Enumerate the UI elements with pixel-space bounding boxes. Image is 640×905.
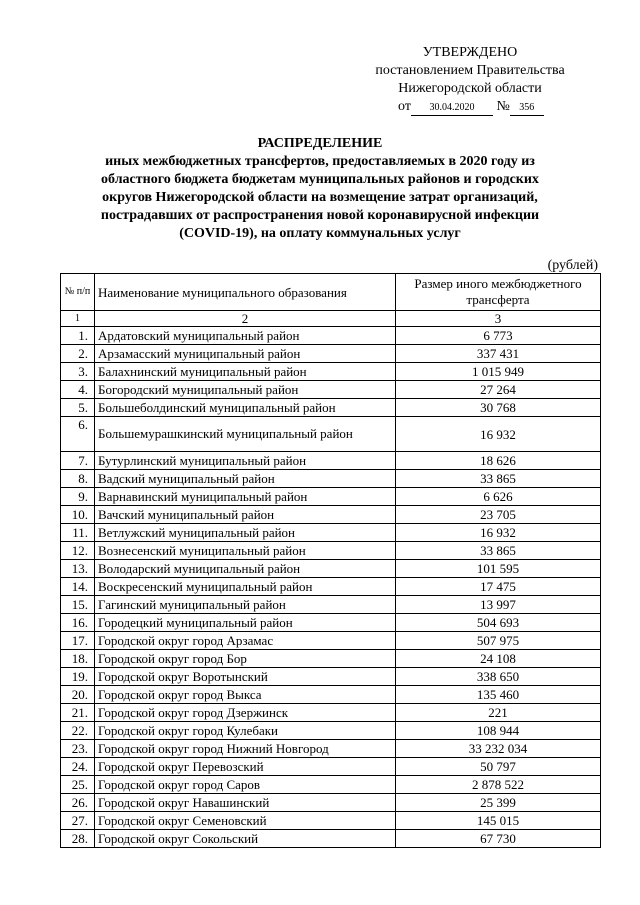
header-number: № п/п <box>61 274 95 311</box>
row-number: 2. <box>61 345 95 363</box>
table-row <box>61 686 601 704</box>
header-amount: Размер иного межбюджетного трансферта <box>396 274 601 311</box>
table-row <box>61 452 601 470</box>
table-row <box>61 758 601 776</box>
row-amount: 145 015 <box>396 812 601 830</box>
row-number: 6. <box>61 417 95 452</box>
row-name: Бутурлинский муниципальный район <box>95 452 396 470</box>
row-name: Гагинский муниципальный район <box>95 596 396 614</box>
row-amount: 33 865 <box>396 542 601 560</box>
row-amount: 50 797 <box>396 758 601 776</box>
row-name: Городской округ город Арзамас <box>95 632 396 650</box>
row-name: Володарский муниципальный район <box>95 560 396 578</box>
table-row <box>61 399 601 417</box>
approval-from-label: от <box>398 99 411 114</box>
row-amount: 25 399 <box>396 794 601 812</box>
row-name: Городской округ город Бор <box>95 650 396 668</box>
table-row <box>61 614 601 632</box>
table-row <box>61 560 601 578</box>
row-amount: 507 975 <box>396 632 601 650</box>
row-name: Городецкий муниципальный район <box>95 614 396 632</box>
row-amount: 18 626 <box>396 452 601 470</box>
row-amount: 337 431 <box>396 345 601 363</box>
row-number: 7. <box>61 452 95 470</box>
row-name: Арзамасский муниципальный район <box>95 345 396 363</box>
row-amount: 101 595 <box>396 560 601 578</box>
table-row <box>61 381 601 399</box>
row-number: 15. <box>61 596 95 614</box>
row-number: 22. <box>61 722 95 740</box>
row-number: 27. <box>61 812 95 830</box>
title-line-5: (COVID-19), на оплату коммунальных услуг <box>179 226 461 241</box>
row-number: 23. <box>61 740 95 758</box>
approval-line-resolution: постановлением Правительства <box>375 63 565 78</box>
table-row <box>61 830 601 848</box>
row-number: 18. <box>61 650 95 668</box>
table-row <box>61 812 601 830</box>
row-name: Городской округ город Нижний Новгород <box>95 740 396 758</box>
row-amount: 13 997 <box>396 596 601 614</box>
title-heading: РАСПРЕДЕЛЕНИЕ <box>257 136 383 151</box>
table-row <box>61 417 601 452</box>
table-row <box>61 776 601 794</box>
table-row <box>61 327 601 345</box>
row-name: Вознесенский муниципальный район <box>95 542 396 560</box>
row-name: Городской округ Воротынский <box>95 668 396 686</box>
row-amount: 6 773 <box>396 327 601 345</box>
row-name: Варнавинский муниципальный район <box>95 488 396 506</box>
row-amount: 24 108 <box>396 650 601 668</box>
row-name: Воскресенский муниципальный район <box>95 578 396 596</box>
row-name: Городской округ город Саров <box>95 776 396 794</box>
row-name: Богородский муниципальный район <box>95 381 396 399</box>
row-number: 28. <box>61 830 95 848</box>
row-number: 12. <box>61 542 95 560</box>
row-number: 11. <box>61 524 95 542</box>
title-line-4: пострадавших от распространения новой коронавирусной инфекции <box>100 208 540 223</box>
table-row <box>61 596 601 614</box>
row-number: 4. <box>61 381 95 399</box>
row-name: Городской округ Семеновский <box>95 812 396 830</box>
row-name: Большеболдинский муниципальный район <box>95 399 396 417</box>
row-number: 13. <box>61 560 95 578</box>
row-amount: 2 878 522 <box>396 776 601 794</box>
approval-number-label: № <box>496 99 510 114</box>
row-name: Вачский муниципальный район <box>95 506 396 524</box>
row-number: 19. <box>61 668 95 686</box>
table-row <box>61 524 601 542</box>
row-amount: 135 460 <box>396 686 601 704</box>
table-row <box>61 363 601 381</box>
row-number: 8. <box>61 470 95 488</box>
row-amount: 67 730 <box>396 830 601 848</box>
row-name: Балахнинский муниципальный район <box>95 363 396 381</box>
row-number: 21. <box>61 704 95 722</box>
row-name: Городской округ Перевозский <box>95 758 396 776</box>
table-row <box>61 345 601 363</box>
row-amount: 17 475 <box>396 578 601 596</box>
table-row <box>61 650 601 668</box>
approval-date: 30.04.2020 <box>411 101 493 116</box>
row-number: 24. <box>61 758 95 776</box>
row-amount: 16 932 <box>396 524 601 542</box>
row-number: 9. <box>61 488 95 506</box>
row-number: 14. <box>61 578 95 596</box>
document-title <box>40 135 600 243</box>
row-name: Вадский муниципальный район <box>95 470 396 488</box>
row-amount: 6 626 <box>396 488 601 506</box>
table-row <box>61 488 601 506</box>
row-amount: 338 650 <box>396 668 601 686</box>
approval-heading: УТВЕРЖДЕНО <box>422 45 518 60</box>
row-number: 26. <box>61 794 95 812</box>
approval-number: 356 <box>510 101 544 116</box>
row-number: 17. <box>61 632 95 650</box>
title-line-1: иных межбюджетных трансфертов, предоставляемых в 2020 году из <box>105 154 535 169</box>
row-amount: 33 865 <box>396 470 601 488</box>
title-line-2: областного бюджета бюджетам муниципальных районов и городских <box>101 172 539 187</box>
row-number: 3. <box>61 363 95 381</box>
row-number: 16. <box>61 614 95 632</box>
approval-date-line <box>360 98 580 116</box>
table-row <box>61 632 601 650</box>
row-name: Большемурашкинский муниципальный район <box>95 417 396 452</box>
row-amount: 27 264 <box>396 381 601 399</box>
row-name: Городской округ Сокольский <box>95 830 396 848</box>
row-amount: 16 932 <box>396 417 601 452</box>
approval-line-region: Нижегородской области <box>398 81 542 96</box>
distribution-table <box>60 273 601 848</box>
row-number: 5. <box>61 399 95 417</box>
table-row <box>61 794 601 812</box>
row-amount: 504 693 <box>396 614 601 632</box>
table-header-row <box>61 274 601 311</box>
row-number: 10. <box>61 506 95 524</box>
row-name: Ардатовский муниципальный район <box>95 327 396 345</box>
table-row <box>61 470 601 488</box>
column-number-2: 2 <box>95 311 396 327</box>
row-name: Ветлужский муниципальный район <box>95 524 396 542</box>
row-amount: 30 768 <box>396 399 601 417</box>
row-amount: 221 <box>396 704 601 722</box>
row-name: Городской округ город Кулебаки <box>95 722 396 740</box>
row-amount: 108 944 <box>396 722 601 740</box>
column-number-1: 1 <box>61 311 95 327</box>
column-number-3: 3 <box>396 311 601 327</box>
row-number: 25. <box>61 776 95 794</box>
table-row <box>61 578 601 596</box>
table-row <box>61 668 601 686</box>
row-number: 20. <box>61 686 95 704</box>
title-line-3: округов Нижегородской области на возмещение затрат организаций, <box>102 190 538 205</box>
row-name: Городской округ Навашинский <box>95 794 396 812</box>
unit-label: (рублей) <box>547 258 598 273</box>
table-row <box>61 506 601 524</box>
row-name: Городской округ город Дзержинск <box>95 704 396 722</box>
row-amount: 23 705 <box>396 506 601 524</box>
table-row <box>61 704 601 722</box>
row-number: 1. <box>61 327 95 345</box>
column-number-row <box>61 311 601 327</box>
table-row <box>61 542 601 560</box>
row-amount: 33 232 034 <box>396 740 601 758</box>
header-name: Наименование муниципального образования <box>95 274 396 311</box>
row-name: Городской округ город Выкса <box>95 686 396 704</box>
table-row <box>61 722 601 740</box>
row-amount: 1 015 949 <box>396 363 601 381</box>
table-row <box>61 740 601 758</box>
approval-stamp <box>360 44 580 116</box>
